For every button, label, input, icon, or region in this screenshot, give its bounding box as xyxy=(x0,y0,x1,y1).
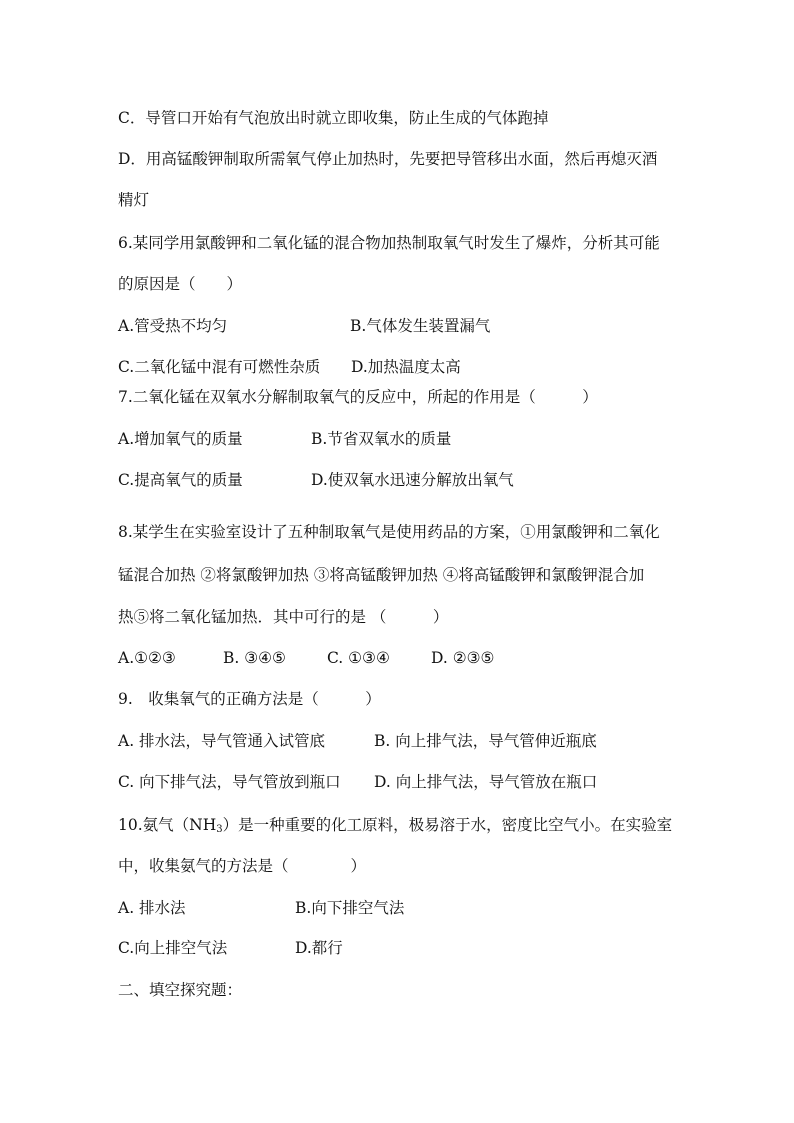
q6-option-c: C.二氧化锰中混有可燃性杂质 xyxy=(118,358,321,376)
q7-option-c: C.提高氧气的质量 xyxy=(118,471,243,489)
q10-nh3-subscript: 3 xyxy=(216,824,223,835)
q9-option-d: D. 向上排气法，导气管放在瓶口 xyxy=(374,773,598,791)
q10-stem-line2: 中，收集氨气的方法是（ ） xyxy=(118,857,367,875)
q6-option-b: B.气体发生装置漏气 xyxy=(350,317,491,335)
q5-option-c: C．导管口开始有气泡放出时就立即收集，防止生成的气体跑掉 xyxy=(118,109,549,127)
q6-stem-line2: 的原因是（ ） xyxy=(118,275,243,293)
q6-stem-line1: 6.某同学用氯酸钾和二氧化锰的混合物加热制取氧气时发生了爆炸，分析其可能 xyxy=(118,234,660,252)
q5-option-d-line2: 精灯 xyxy=(118,191,150,209)
q8-option-c: C. ①③④ xyxy=(327,649,390,667)
q7-option-b: B.节省双氧水的质量 xyxy=(311,430,452,448)
q7-option-a: A.增加氧气的质量 xyxy=(118,430,243,448)
q8-stem-line2: 锰混合加热 ②将氯酸钾加热 ③将高锰酸钾加热 ④将高锰酸钾和氯酸钾混合加 xyxy=(118,566,645,584)
q10-option-a: A. 排水法 xyxy=(118,899,186,917)
q8-stem-line3: 热⑤将二氧化锰加热．其中可行的是 （ ） xyxy=(118,608,449,626)
q5-option-d-line1: D．用高锰酸钾制取所需氧气停止加热时，先要把导管移出水面，然后再熄灭酒 xyxy=(118,150,658,168)
q9-stem: 9. 收集氧气的正确方法是（ ） xyxy=(118,690,381,708)
q10-stem-line1 xyxy=(118,815,672,840)
q8-stem-line1: 8.某学生在实验室设计了五种制取氧气是使用药品的方案，①用氯酸钾和二氧化 xyxy=(118,523,660,541)
q7-stem: 7.二氧化锰在双氧水分解制取氧气的反应中，所起的作用是（ ） xyxy=(118,388,598,406)
q10-option-c: C.向上排空气法 xyxy=(118,939,228,957)
q9-option-a: A. 排水法，导气管通入试管底 xyxy=(118,732,326,750)
q10-option-b: B.向下排空气法 xyxy=(295,899,405,917)
q7-option-d: D.使双氧水迅速分解放出氧气 xyxy=(311,471,514,489)
q10-stem-pre: 10.氨气（NH xyxy=(118,816,217,834)
q6-option-d: D.加热温度太高 xyxy=(351,358,461,376)
q8-option-d: D. ②③⑤ xyxy=(431,649,495,667)
q10-stem-post: ）是一种重要的化工原料，极易溶于水，密度比空气小。在实验室 xyxy=(222,816,673,834)
section2-title: 二、填空探究题： xyxy=(118,981,243,999)
q10-option-d: D.都行 xyxy=(295,939,343,957)
q8-option-b: B. ③④⑤ xyxy=(223,649,286,667)
q6-option-a: A.管受热不均匀 xyxy=(118,317,228,335)
q8-option-a: A.①②③ xyxy=(118,649,176,667)
q9-option-b: B. 向上排气法，导气管伸近瓶底 xyxy=(374,732,597,750)
q9-option-c: C. 向下排气法，导气管放到瓶口 xyxy=(118,773,341,791)
